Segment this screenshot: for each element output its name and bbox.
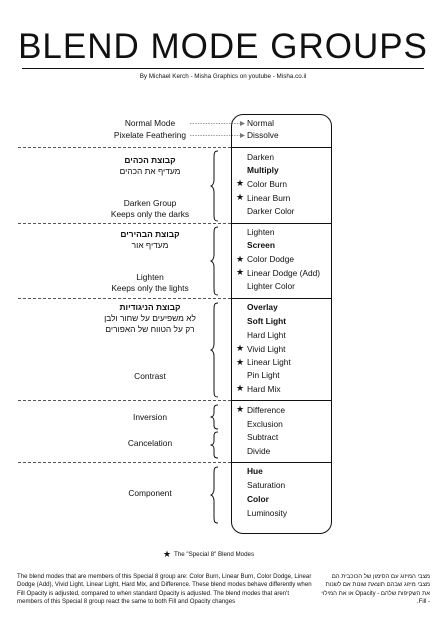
lighten-group-label: Lighten <box>136 272 164 282</box>
star-icon: ★ <box>236 178 245 188</box>
mode-linear-burn: Linear Burn <box>247 193 291 203</box>
star-icon: ★ <box>163 549 172 559</box>
darken-hebrew-subtitle: מעדיף את הכהים <box>119 166 181 176</box>
star-icon: ★ <box>236 192 245 202</box>
star-icon: ★ <box>236 357 245 367</box>
mode-hard-mix: Hard Mix <box>247 384 281 394</box>
mode-darker-color: Darker Color <box>247 206 295 216</box>
panel-separator <box>232 147 331 148</box>
contrast-brace <box>210 302 220 398</box>
star-icon: ★ <box>236 404 245 414</box>
panel-separator <box>232 462 331 463</box>
page-title: BLEND MODE GROUPS <box>18 27 428 66</box>
inversion-brace <box>210 404 220 430</box>
mode-normal: Normal <box>247 118 274 128</box>
mode-pin-light: Pin Light <box>247 370 280 380</box>
pixelate-feathering-label: Pixelate Feathering <box>113 130 187 140</box>
mode-multiply: Multiply <box>247 165 279 175</box>
mode-color: Color <box>247 494 269 504</box>
mode-vivid-light: Vivid Light <box>247 344 286 354</box>
lighten-group-description: Keeps only the lights <box>111 283 189 293</box>
component-group-label: Component <box>128 488 172 498</box>
mode-luminosity: Luminosity <box>247 508 288 518</box>
group-divider <box>18 298 231 299</box>
mode-hue: Hue <box>247 466 263 476</box>
footer-english-note: The blend modes that are members of this Special 8 group are: Color Burn, Linear Burn, Color Dodge, Linear Dodge (Add), Vivid Light, Linear Light, Hard Mix, and Difference. These blend modes behave differently when Fill Opacity is adjusted, compared to when standard Opacity is adjusted. The blend modes that aren't members of this Special 8 group react the same to both Fill and Opacity changes <box>17 573 312 605</box>
mode-screen: Screen <box>247 240 275 250</box>
byline: By Michael Kerch - Misha Graphics on youtube - Misha.co.il <box>139 73 307 80</box>
mode-soft-light: Soft Light <box>247 316 287 326</box>
darken-group-description: Keeps only the darks <box>110 209 190 219</box>
mode-overlay: Overlay <box>247 302 278 312</box>
group-divider <box>18 147 231 148</box>
mode-linear-light: Linear Light <box>247 357 291 367</box>
cancelation-group-label: Cancelation <box>127 438 173 448</box>
star-icon: ★ <box>236 267 245 277</box>
lighten-hebrew-title: קבוצת הבהירים <box>120 229 180 239</box>
mode-dissolve: Dissolve <box>247 130 279 140</box>
mode-hard-light: Hard Light <box>247 330 286 340</box>
mode-subtract: Subtract <box>247 432 279 442</box>
inversion-group-label: Inversion <box>133 412 167 422</box>
darken-group-label: Darken Group <box>123 198 177 208</box>
group-divider <box>18 462 231 463</box>
panel-separator <box>232 298 331 299</box>
mode-color-burn: Color Burn <box>247 179 288 189</box>
special8-legend: The "Special 8" Blend Modes <box>174 551 255 558</box>
contrast-hebrew-title: קבוצת הניגודיות <box>119 302 181 312</box>
mode-exclusion: Exclusion <box>247 419 283 429</box>
mode-saturation: Saturation <box>247 480 286 490</box>
group-divider <box>18 400 231 401</box>
contrast-hebrew-subtitle-1: לא משפיעים על שחור ולבן <box>104 313 196 323</box>
mode-linear-dodge: Linear Dodge (Add) <box>247 268 321 278</box>
panel-separator <box>232 400 331 401</box>
mode-color-dodge: Color Dodge <box>247 254 295 264</box>
darken-brace <box>210 150 220 222</box>
darken-hebrew-title: קבוצת הכהים <box>124 155 176 165</box>
contrast-hebrew-subtitle-2: רק על הטווח של האפורים <box>105 324 195 334</box>
contrast-group-label: Contrast <box>134 371 166 381</box>
panel-separator <box>232 223 331 224</box>
mode-lighten: Lighten <box>247 227 275 237</box>
footer-hebrew-note: מצבי המיזוג עם הסימון של הכוכבית הם מצבי מיזוג שבהם תוצאת שונות אם לשנות את השקיפות שלהם - Opacity או את המילוי - Fill. <box>321 574 430 605</box>
title-divider <box>22 68 424 69</box>
component-brace <box>210 466 220 524</box>
star-icon: ★ <box>236 254 245 264</box>
star-icon: ★ <box>236 383 245 393</box>
lighten-hebrew-subtitle: מעדיף אור <box>131 240 169 250</box>
mode-darken: Darken <box>247 152 274 162</box>
lighten-brace <box>210 226 220 296</box>
cancelation-brace <box>210 431 220 459</box>
mode-lighter-color: Lighter Color <box>247 281 295 291</box>
mode-divide: Divide <box>247 446 271 456</box>
group-divider <box>18 223 231 224</box>
normal-mode-label: Normal Mode <box>124 118 176 128</box>
star-icon: ★ <box>236 343 245 353</box>
mode-difference: Difference <box>247 405 286 415</box>
